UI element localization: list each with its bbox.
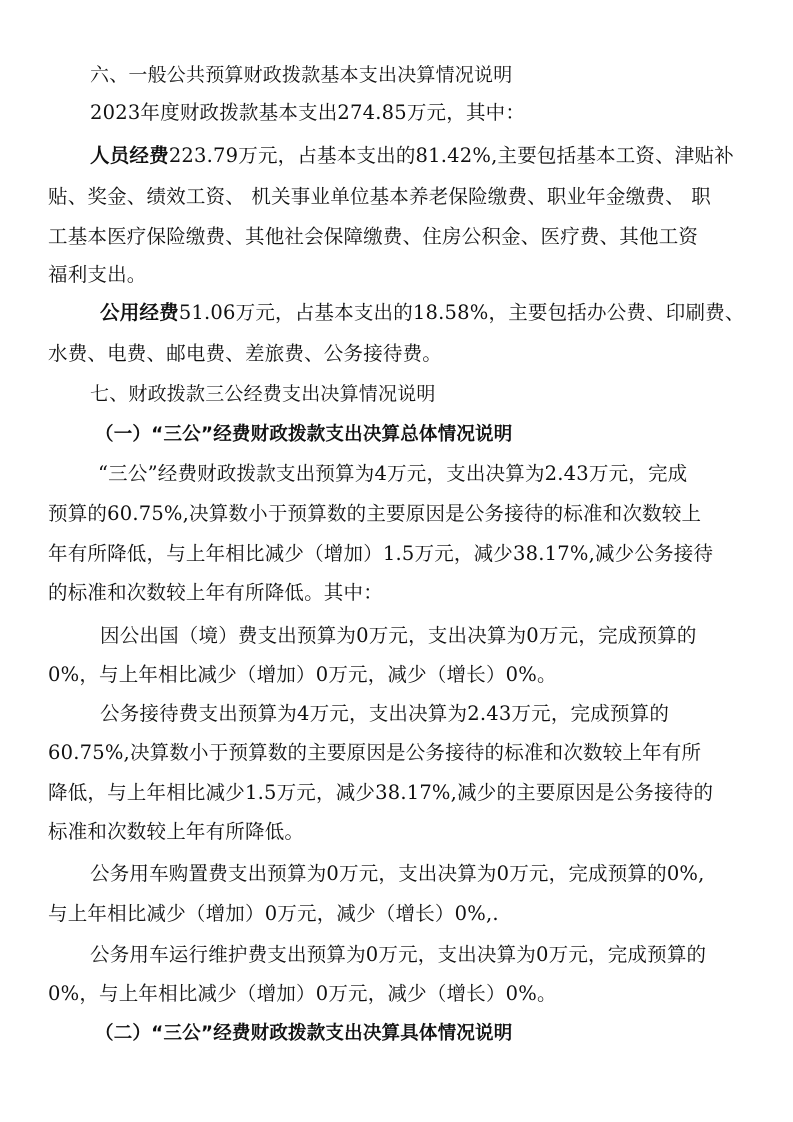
- sub1-p3-line-2: 60.75%,决算数小于预算数的主要原因是公务接待的标准和次数较上年有所: [48, 741, 702, 764]
- personnel-label: 人员经费: [90, 144, 169, 167]
- sub1-p4-line-1: 公务用车购置费支出预算为0万元，支出决算为0万元，完成预算的0%,: [90, 862, 705, 885]
- sub1-p1-line-3: 年有所降低，与上年相比减少（增加）1.5万元，减少38.17%,减少公务接待: [48, 542, 714, 565]
- sub1-p2-line-1: 因公出国（境）费支出预算为0万元，支出决算为0万元，完成预算的: [100, 624, 697, 647]
- sub1-p3-line-4: 标准和次数较上年有所降低。: [48, 820, 305, 843]
- personnel-text-1: 223.79万元，占基本支出的81.42%,主要包括基本工资、津贴补: [168, 144, 734, 167]
- sub1-p3-line-3: 降低，与上年相比减少1.5万元，减少38.17%,减少的主要原因是公务接待的: [48, 781, 714, 804]
- personnel-line-4: 福利支出。: [48, 263, 147, 286]
- sub1-p3-line-1: 公务接待费支出预算为4万元，支出决算为2.43万元，完成预算的: [100, 702, 670, 725]
- sub1-p5-line-1: 公务用车运行维护费支出预算为0万元，支出决算为0万元，完成预算的: [90, 943, 707, 966]
- public-line-2: 水费、电费、邮电费、差旅费、公务接待费。: [48, 342, 443, 365]
- sub1-p2-line-2: 0%，与上年相比减少（增加）0万元，减少（增长）0%。: [48, 663, 557, 686]
- personnel-line-2: 贴、奖金、绩效工资、 机关事业单位基本养老保险缴费、职业年金缴费、 职: [48, 185, 711, 208]
- sub1-title: （一）“三公”经费财政拨款支出决算总体情况说明: [95, 424, 513, 445]
- public-line-1: [100, 298, 793, 328]
- sub1-p5-line-2: 0%，与上年相比减少（增加）0万元，减少（增长）0%。: [48, 982, 557, 1005]
- section7-title: 七、财政拨款三公经费支出决算情况说明: [90, 383, 436, 405]
- personnel-line-1: [90, 141, 790, 171]
- section6-intro: 2023年度财政拨款基本支出274.85万元，其中：: [90, 101, 526, 124]
- section6-title: 六、一般公共预算财政拨款基本支出决算情况说明: [90, 64, 513, 86]
- public-text-1: 51.06万元，占基本支出的18.58%，主要包括办公费、印刷费、: [178, 301, 745, 324]
- sub1-p1-line-4: 的标准和次数较上年有所降低。其中：: [48, 581, 383, 604]
- sub1-p1-line-2: 预算的60.75%,决算数小于预算数的主要原因是公务接待的标准和次数较上: [48, 502, 702, 525]
- personnel-line-3: 工基本医疗保险缴费、其他社会保障缴费、住房公积金、医疗费、其他工资: [48, 225, 699, 248]
- sub1-p1-line-1: “三公”经费财政拨款支出预算为4万元，支出决算为2.43万元，完成: [98, 462, 688, 485]
- public-label: 公用经费: [100, 301, 179, 324]
- sub2-title: （二）“三公”经费财政拨款支出决算具体情况说明: [95, 1023, 513, 1044]
- sub1-p4-line-2: 与上年相比减少（增加）0万元，减少（增长）0%,.: [48, 902, 499, 925]
